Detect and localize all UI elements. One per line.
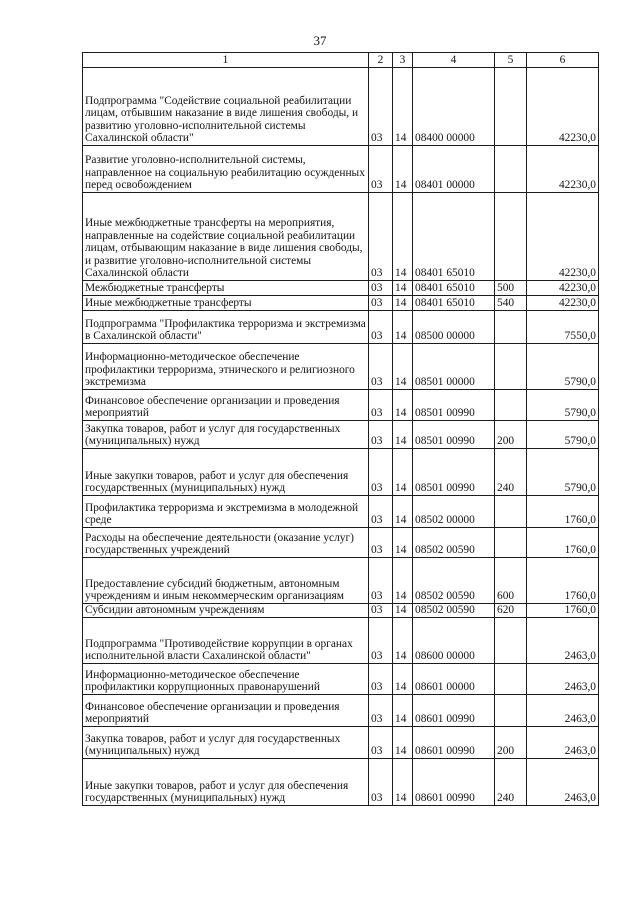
row-expense-type: 620 [495,604,527,618]
row-section: 03 [369,664,393,695]
row-section: 03 [369,449,393,496]
row-name: Финансовое обеспечение организации и проведения мероприятий [83,390,369,421]
row-expense-type [495,390,527,421]
row-name: Подпрограмма "Профилактика терроризма и экстремизма в Сахалинской области" [83,311,369,344]
row-section: 03 [369,146,393,193]
row-amount: 2463,0 [527,618,599,664]
row-subsection: 14 [393,618,413,664]
row-name: Субсидии автономным учреждениям [83,604,369,618]
row-expense-type: 240 [495,759,527,806]
row-subsection: 14 [393,311,413,344]
row-amount: 2463,0 [527,695,599,727]
row-target-code: 08601 00990 [413,727,495,759]
row-subsection: 14 [393,68,413,146]
table-row [83,604,599,618]
row-expense-type [495,664,527,695]
row-amount: 1760,0 [527,528,599,558]
row-subsection: 14 [393,146,413,193]
table-row [83,146,599,193]
table-row [83,311,599,344]
row-subsection: 14 [393,296,413,311]
row-name: Подпрограмма "Противодействие коррупции в органах исполнительной власти Сахалинской области" [83,618,369,664]
row-name: Развитие уголовно-исполнительной системы, направленное на социальную реабилитацию осужденных перед освобождением [83,146,369,193]
row-section: 03 [369,695,393,727]
row-amount: 7550,0 [527,311,599,344]
row-target-code: 08501 00990 [413,390,495,421]
table-row [83,528,599,558]
row-name: Профилактика терроризма и экстремизма в молодежной среде [83,496,369,528]
row-target-code: 08600 00000 [413,618,495,664]
row-expense-type: 240 [495,449,527,496]
row-expense-type: 200 [495,727,527,759]
row-expense-type: 500 [495,281,527,296]
row-subsection: 14 [393,390,413,421]
row-section: 03 [369,296,393,311]
row-section: 03 [369,344,393,390]
row-section: 03 [369,604,393,618]
row-amount: 5790,0 [527,390,599,421]
table-row [83,344,599,390]
row-target-code: 08401 00000 [413,146,495,193]
row-target-code: 08601 00990 [413,695,495,727]
row-target-code: 08501 00990 [413,421,495,449]
row-subsection: 14 [393,759,413,806]
row-expense-type: 600 [495,558,527,604]
column-header-name: 1 [83,53,369,68]
row-name: Иные межбюджетные трансферты [83,296,369,311]
row-section: 03 [369,558,393,604]
row-name: Межбюджетные трансферты [83,281,369,296]
row-amount: 42230,0 [527,68,599,146]
row-target-code: 08502 00590 [413,558,495,604]
row-target-code: 08601 00000 [413,664,495,695]
row-subsection: 14 [393,421,413,449]
row-amount: 2463,0 [527,664,599,695]
row-expense-type [495,695,527,727]
table-row [83,281,599,296]
row-expense-type [495,311,527,344]
row-amount: 42230,0 [527,146,599,193]
row-subsection: 14 [393,193,413,281]
row-target-code: 08401 65010 [413,281,495,296]
row-section: 03 [369,421,393,449]
row-amount: 5790,0 [527,344,599,390]
row-amount: 5790,0 [527,449,599,496]
row-section: 03 [369,727,393,759]
row-expense-type [495,68,527,146]
table-row [83,449,599,496]
header-row [83,53,599,68]
row-target-code: 08501 00990 [413,449,495,496]
row-amount: 2463,0 [527,727,599,759]
row-expense-type [495,193,527,281]
row-section: 03 [369,68,393,146]
table-row [83,558,599,604]
table-row [83,618,599,664]
row-name: Информационно-методическое обеспечение профилактики коррупционных правонарушений [83,664,369,695]
row-expense-type: 540 [495,296,527,311]
row-subsection: 14 [393,695,413,727]
row-subsection: 14 [393,496,413,528]
table-row [83,496,599,528]
row-name: Финансовое обеспечение организации и проведения мероприятий [83,695,369,727]
row-target-code: 08502 00590 [413,528,495,558]
table-row [83,421,599,449]
budget-table [82,52,599,806]
row-amount: 5790,0 [527,421,599,449]
row-amount: 1760,0 [527,604,599,618]
row-subsection: 14 [393,344,413,390]
row-section: 03 [369,390,393,421]
table-row [83,664,599,695]
table-row [83,296,599,311]
table-row [83,727,599,759]
table-row [83,695,599,727]
row-name: Предоставление субсидий бюджетным, автономным учреждениям и иным некоммерческим организациям [83,558,369,604]
table-body [83,68,599,806]
column-header-amount: 6 [527,53,599,68]
row-subsection: 14 [393,664,413,695]
row-amount: 42230,0 [527,193,599,281]
row-name: Расходы на обеспечение деятельности (оказание услуг) государственных учреждений [83,528,369,558]
row-target-code: 08601 00990 [413,759,495,806]
row-subsection: 14 [393,449,413,496]
row-section: 03 [369,193,393,281]
row-name: Иные межбюджетные трансферты на мероприятия, направленные на содействие социальной реабилитации лицам, отбывающим наказание в виде лишения свободы, и развитие уголовно-исполнительной системы Сахалинской области [83,193,369,281]
table-row [83,68,599,146]
table-row [83,759,599,806]
row-amount: 1760,0 [527,558,599,604]
row-subsection: 14 [393,528,413,558]
column-header-section: 2 [369,53,393,68]
row-expense-type [495,496,527,528]
row-target-code: 08401 65010 [413,296,495,311]
row-target-code: 08500 00000 [413,311,495,344]
column-header-target-code: 4 [413,53,495,68]
row-target-code: 08502 00590 [413,604,495,618]
row-expense-type [495,146,527,193]
row-target-code: 08401 65010 [413,193,495,281]
row-subsection: 14 [393,604,413,618]
row-section: 03 [369,496,393,528]
row-amount: 2463,0 [527,759,599,806]
table-row [83,193,599,281]
row-expense-type [495,528,527,558]
row-target-code: 08502 00000 [413,496,495,528]
row-expense-type [495,344,527,390]
row-name: Закупка товаров, работ и услуг для государственных (муниципальных) нужд [83,727,369,759]
row-amount: 1760,0 [527,496,599,528]
row-name: Закупка товаров, работ и услуг для государственных (муниципальных) нужд [83,421,369,449]
row-expense-type: 200 [495,421,527,449]
row-name: Подпрограмма "Содействие социальной реабилитации лицам, отбывшим наказание в виде лишения свободы, и развитию уголовно-исполнительной системы Сахалинской области" [83,68,369,146]
row-name: Иные закупки товаров, работ и услуг для обеспечения государственных (муниципальных) нужд [83,759,369,806]
row-amount: 42230,0 [527,281,599,296]
row-subsection: 14 [393,558,413,604]
row-section: 03 [369,281,393,296]
row-subsection: 14 [393,281,413,296]
row-subsection: 14 [393,727,413,759]
table-row [83,390,599,421]
row-section: 03 [369,618,393,664]
row-amount: 42230,0 [527,296,599,311]
column-header-expense-type: 5 [495,53,527,68]
row-expense-type [495,618,527,664]
row-section: 03 [369,759,393,806]
row-section: 03 [369,528,393,558]
row-target-code: 08400 00000 [413,68,495,146]
row-name: Информационно-методическое обеспечение профилактики терроризма, этнического и религиозного экстремизма [83,344,369,390]
column-header-subsection: 3 [393,53,413,68]
row-target-code: 08501 00000 [413,344,495,390]
row-name: Иные закупки товаров, работ и услуг для обеспечения государственных (муниципальных) нужд [83,449,369,496]
row-section: 03 [369,311,393,344]
page-number: 37 [313,33,327,48]
